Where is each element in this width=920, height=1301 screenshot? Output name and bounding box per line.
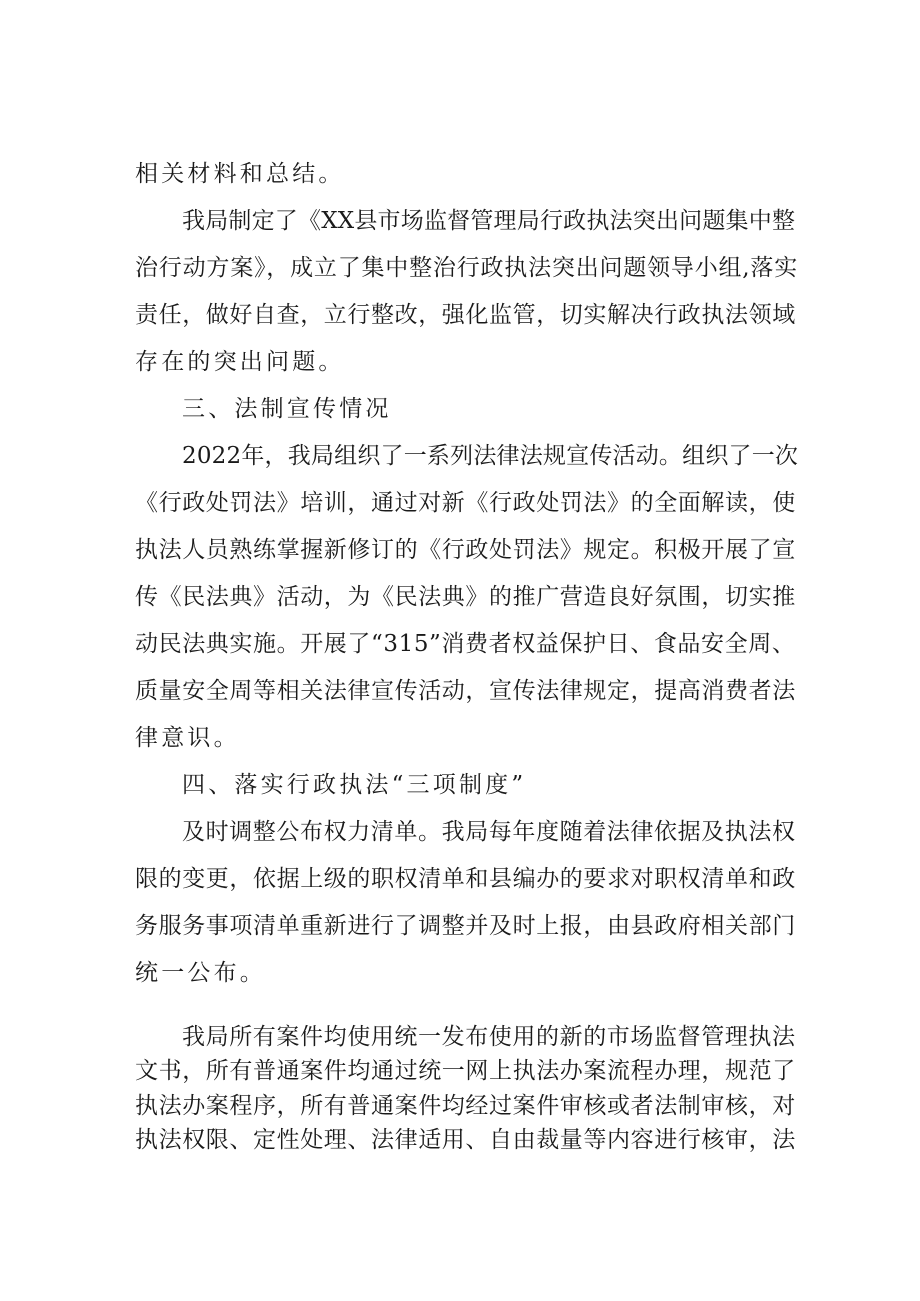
text-line: 治行动方案》，成立了集中整治行政执法突出问题领导小组,落实: [135, 255, 799, 281]
text-line: 责任，做好自查，立行整改，强化监管，切实解决行政执法领域: [135, 302, 796, 328]
text-line: 执法办案程序，所有普通案件均经过案件审核或者法制审核，对: [135, 1093, 796, 1119]
text-line: 限的变更，依据上级的职权清单和县编办的要求对职权清单和政: [135, 866, 796, 892]
text-line: 存在的突出问题。: [135, 349, 345, 375]
text-line: 相关材料和总结。: [135, 161, 345, 187]
text-line: 务服务事项清单重新进行了调整并及时上报，由县政府相关部门: [135, 913, 796, 939]
text-line: 我局所有案件均使用统一发布使用的新的市场监督管理执法: [182, 1024, 796, 1050]
text-line: 文书，所有普通案件均通过统一网上执法办案流程办理，规范了: [135, 1058, 796, 1084]
text-line: 《行政处罚法》培训，通过对新《行政处罚法》的全面解读，使: [135, 490, 796, 516]
section-heading: 三、法制宣传情况: [182, 396, 392, 422]
text-line: 动民法典实施。开展了“315”消费者权益保护日、食品安全周、: [135, 631, 796, 657]
text-line: 质量安全周等相关法律宣传活动，宣传法律规定，提高消费者法: [135, 678, 796, 704]
text-line: 及时调整公布权力清单。我局每年度随着法律依据及执法权: [182, 819, 796, 845]
text-line: 统一公布。: [135, 960, 266, 986]
text-line: 律意识。: [135, 725, 240, 751]
text-line: 我局制定了《XX县市场监督管理局行政执法突出问题集中整: [182, 208, 796, 234]
text-line: 传《民法典》活动，为《民法典》的推广营造良好氛围，切实推: [135, 584, 796, 610]
text-line: 执法权限、定性处理、法律适用、自由裁量等内容进行核审，法: [135, 1127, 796, 1153]
text-line: 执法人员熟练掌握新修订的《行政处罚法》规定。积极开展了宣: [135, 537, 796, 563]
text-line: 2022年，我局组织了一系列法律法规宣传活动。组织了一次: [182, 443, 799, 469]
section-heading: 四、落实行政执法“三项制度”: [182, 772, 527, 798]
